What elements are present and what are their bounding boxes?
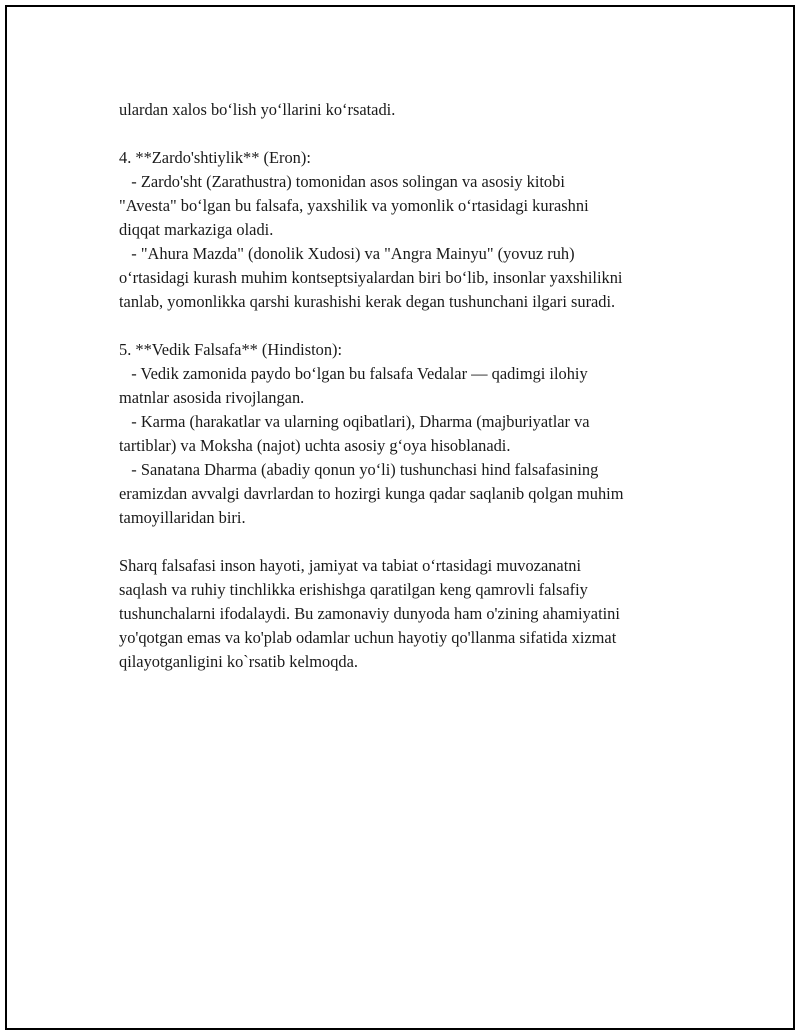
text-line: - Vedik zamonida paydo bo‘lgan bu falsafa Vedalar — qadimgi ilohiy (119, 364, 588, 383)
section-heading: 4. **Zardo'shtiylik** (Eron): (119, 148, 311, 167)
text-line: tushunchalarni ifodalaydi. Bu zamonaviy dunyoda ham o'zining ahamiyatini (119, 604, 620, 623)
document-body (119, 98, 689, 674)
section-zoroastrianism (119, 146, 689, 314)
text-line: - Sanatana Dharma (abadiy qonun yo‘li) tushunchasi hind falsafasining (119, 460, 599, 479)
text-line: - Karma (harakatlar va ularning oqibatlari), Dharma (majburiyatlar va (119, 412, 590, 431)
text-line: yo'qotgan emas va ko'plab odamlar uchun hayotiy qo'llanma sifatida xizmat (119, 628, 617, 647)
text-line: matnlar asosida rivojlangan. (119, 388, 305, 407)
section-heading: 5. **Vedik Falsafa** (Hindiston): (119, 340, 343, 359)
text-line: - Zardo'sht (Zarathustra) tomonidan asos solingan va asosiy kitobi (119, 172, 565, 191)
text-line: tamoyillaridan biri. (119, 508, 246, 527)
text-line: saqlash va ruhiy tinchlikka erishishga qaratilgan keng qamrovli falsafiy (119, 580, 588, 599)
list-item (119, 242, 689, 314)
text-line: - "Ahura Mazda" (donolik Xudosi) va "Angra Mainyu" (yovuz ruh) (119, 244, 575, 263)
paragraph-gap (119, 314, 689, 338)
list-item (119, 410, 689, 458)
conclusion-paragraph (119, 554, 689, 674)
paragraph-gap (119, 122, 689, 146)
document-page (5, 5, 795, 1030)
text-line: "Avesta" bo‘lgan bu falsafa, yaxshilik va yomonlik o‘rtasidagi kurashni (119, 196, 589, 215)
text-line: tanlab, yomonlikka qarshi kurashishi kerak degan tushunchani ilgari suradi. (119, 292, 616, 311)
text-line: Sharq falsafasi inson hayoti, jamiyat va tabiat o‘rtasidagi muvozanatni (119, 556, 581, 575)
list-item (119, 362, 689, 410)
text-line: diqqat markaziga oladi. (119, 220, 274, 239)
list-item (119, 458, 689, 530)
text-line: o‘rtasidagi kurash muhim kontseptsiyalardan biri bo‘lib, insonlar yaxshilikni (119, 268, 623, 287)
text-line: tartiblar) va Moksha (najot) uchta asosiy g‘oya hisoblanadi. (119, 436, 511, 455)
list-item (119, 170, 689, 242)
text-line: eramizdan avvalgi davrlardan to hozirgi kunga qadar saqlanib qolgan muhim (119, 484, 624, 503)
paragraph-gap (119, 530, 689, 554)
intro-line: ulardan xalos bo‘lish yo‘llarini ko‘rsatadi. (119, 100, 396, 119)
section-vedic-philosophy (119, 338, 689, 530)
text-line: qilayotganligini ko`rsatib kelmoqda. (119, 652, 358, 671)
